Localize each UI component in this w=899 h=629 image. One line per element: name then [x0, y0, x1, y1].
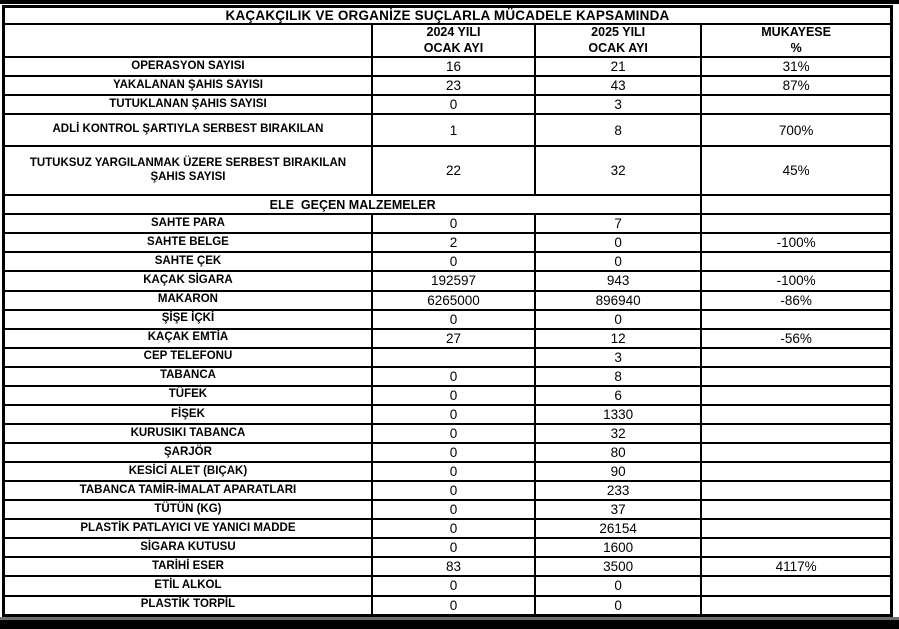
value-compare: 31%	[701, 57, 891, 76]
value-2025: 943	[535, 271, 701, 290]
value-2024: 27	[372, 329, 535, 348]
value-compare	[701, 576, 891, 595]
value-2025: 12	[535, 329, 701, 348]
value-compare: -56%	[701, 329, 891, 348]
table-row	[4, 329, 892, 348]
value-2025: 0	[535, 233, 701, 252]
table-title: KAÇAKÇILIK VE ORGANİZE SUÇLARLA MÜCADELE KAPSAMINDA	[4, 7, 892, 25]
value-compare	[701, 596, 891, 616]
value-2024: 1	[372, 114, 535, 145]
value-2024: 0	[372, 519, 535, 538]
section-header: ELE GEÇEN MALZEMELER	[4, 195, 702, 214]
value-2025: 7	[535, 214, 701, 233]
row-label: TABANCA TAMİR-İMALAT APARATLARI	[4, 481, 372, 500]
header-2024	[372, 24, 535, 57]
value-compare	[701, 310, 891, 329]
table-row	[4, 214, 892, 233]
row-label: SAHTE PARA	[4, 214, 372, 233]
value-2024: 0	[372, 405, 535, 424]
header-2025	[535, 24, 701, 57]
value-2024: 0	[372, 367, 535, 386]
table-row	[4, 233, 892, 252]
value-compare: 87%	[701, 76, 891, 95]
value-2025: 43	[535, 76, 701, 95]
value-2024: 2	[372, 233, 535, 252]
header-2024-line2: OCAK AYI	[423, 40, 484, 55]
row-label: TÜTÜN (KG)	[4, 500, 372, 519]
value-2025: 3	[535, 95, 701, 114]
table-row	[4, 57, 892, 76]
value-2024: 83	[372, 557, 535, 576]
value-2024: 0	[372, 424, 535, 443]
table-row	[4, 557, 892, 576]
table-row	[4, 195, 892, 214]
value-2024: 0	[372, 386, 535, 405]
value-compare	[701, 443, 891, 462]
value-compare	[701, 462, 891, 481]
value-2024: 0	[372, 214, 535, 233]
table-row	[4, 76, 892, 95]
value-compare	[701, 214, 891, 233]
value-2024: 0	[372, 576, 535, 595]
value-compare	[701, 367, 891, 386]
value-2025: 0	[535, 576, 701, 595]
value-2024: 0	[372, 310, 535, 329]
value-2024	[372, 348, 535, 367]
table-row	[4, 386, 892, 405]
row-label: KAÇAK SİGARA	[4, 271, 372, 290]
table-row	[4, 596, 892, 616]
value-2025: 233	[535, 481, 701, 500]
row-label: SAHTE BELGE	[4, 233, 372, 252]
row-label: TABANCA	[4, 367, 372, 386]
title-row	[4, 7, 892, 25]
value-2025: 37	[535, 500, 701, 519]
table-row	[4, 146, 892, 195]
value-compare	[701, 519, 891, 538]
value-compare	[701, 386, 891, 405]
table-row	[4, 291, 892, 310]
row-label: ŞİŞE İÇKİ	[4, 310, 372, 329]
value-2024: 6265000	[372, 291, 535, 310]
row-label: KESİCİ ALET (BIÇAK)	[4, 462, 372, 481]
value-compare: 700%	[701, 114, 891, 145]
value-2024: 22	[372, 146, 535, 195]
table-row	[4, 367, 892, 386]
value-compare: 4117%	[701, 557, 891, 576]
row-label: KURUSIKI TABANCA	[4, 424, 372, 443]
header-compare	[701, 24, 891, 57]
value-compare: -100%	[701, 271, 891, 290]
row-label: TUTUKSUZ YARGILANMAK ÜZERE SERBEST BIRAKILAN ŞAHIS SAYISI	[4, 146, 372, 195]
header-2024-line1: 2024 YILI	[426, 25, 481, 39]
value-2025: 1330	[535, 405, 701, 424]
value-2025: 32	[535, 424, 701, 443]
header-compare-line1: MUKAYESE	[761, 25, 831, 39]
value-2024: 0	[372, 252, 535, 271]
row-label: MAKARON	[4, 291, 372, 310]
table-row	[4, 348, 892, 367]
table-row	[4, 310, 892, 329]
row-label: PLASTİK TORPİL	[4, 596, 372, 616]
row-label: KAÇAK EMTİA	[4, 329, 372, 348]
table-row	[4, 500, 892, 519]
value-compare: 45%	[701, 146, 891, 195]
value-2024: 192597	[372, 271, 535, 290]
value-2024: 0	[372, 538, 535, 557]
row-label: SAHTE ÇEK	[4, 252, 372, 271]
table-body	[4, 57, 892, 615]
table-row	[4, 538, 892, 557]
statistics-table	[2, 5, 893, 617]
header-label-column	[4, 24, 372, 57]
table-row	[4, 519, 892, 538]
row-label: YAKALANAN ŞAHIS SAYISI	[4, 76, 372, 95]
bottom-border-bar	[0, 620, 899, 629]
row-label: PLASTİK PATLAYICI VE YANICI MADDE	[4, 519, 372, 538]
header-row	[4, 24, 892, 57]
value-2025: 1600	[535, 538, 701, 557]
value-compare	[701, 252, 891, 271]
value-2025: 8	[535, 367, 701, 386]
table-row	[4, 424, 892, 443]
value-compare: -100%	[701, 233, 891, 252]
value-2024: 0	[372, 462, 535, 481]
header-2025-line2: OCAK AYI	[588, 40, 648, 55]
value-2025: 90	[535, 462, 701, 481]
value-2025: 0	[535, 310, 701, 329]
row-label: ADLİ KONTROL ŞARTIYLA SERBEST BIRAKILAN	[4, 114, 372, 145]
table-row	[4, 271, 892, 290]
row-label: FİŞEK	[4, 405, 372, 424]
value-2024: 0	[372, 443, 535, 462]
value-compare	[701, 424, 891, 443]
table-row	[4, 252, 892, 271]
value-2024: 0	[372, 95, 535, 114]
value-2024: 16	[372, 57, 535, 76]
header-compare-line2: %	[790, 40, 802, 55]
value-2025: 32	[535, 146, 701, 195]
value-2025: 6	[535, 386, 701, 405]
table-row	[4, 114, 892, 145]
row-label: SİGARA KUTUSU	[4, 538, 372, 557]
row-label: TUTUKLANAN ŞAHIS SAYISI	[4, 95, 372, 114]
value-2025: 80	[535, 443, 701, 462]
table-row	[4, 443, 892, 462]
value-2025: 8	[535, 114, 701, 145]
value-2025: 26154	[535, 519, 701, 538]
row-label: CEP TELEFONU	[4, 348, 372, 367]
value-compare	[701, 500, 891, 519]
row-label: ŞARJÖR	[4, 443, 372, 462]
value-compare	[701, 348, 891, 367]
section-empty-cell	[701, 195, 891, 214]
table-row	[4, 95, 892, 114]
value-2025: 3	[535, 348, 701, 367]
row-label: ETİL ALKOL	[4, 576, 372, 595]
value-2024: 23	[372, 76, 535, 95]
top-border-bar	[0, 0, 899, 4]
row-label: OPERASYON SAYISI	[4, 57, 372, 76]
value-compare	[701, 481, 891, 500]
value-compare	[701, 538, 891, 557]
value-compare	[701, 95, 891, 114]
value-compare: -86%	[701, 291, 891, 310]
table-row	[4, 576, 892, 595]
value-2025: 3500	[535, 557, 701, 576]
value-2024: 0	[372, 500, 535, 519]
value-2025: 0	[535, 596, 701, 616]
value-2025: 896940	[535, 291, 701, 310]
table-row	[4, 405, 892, 424]
value-2024: 0	[372, 481, 535, 500]
value-2025: 21	[535, 57, 701, 76]
table-row	[4, 481, 892, 500]
header-2025-line1: 2025 YILI	[591, 25, 646, 39]
table-row	[4, 462, 892, 481]
value-2025: 0	[535, 252, 701, 271]
value-compare	[701, 405, 891, 424]
value-2024: 0	[372, 596, 535, 616]
row-label: TÜFEK	[4, 386, 372, 405]
row-label: TARİHİ ESER	[4, 557, 372, 576]
